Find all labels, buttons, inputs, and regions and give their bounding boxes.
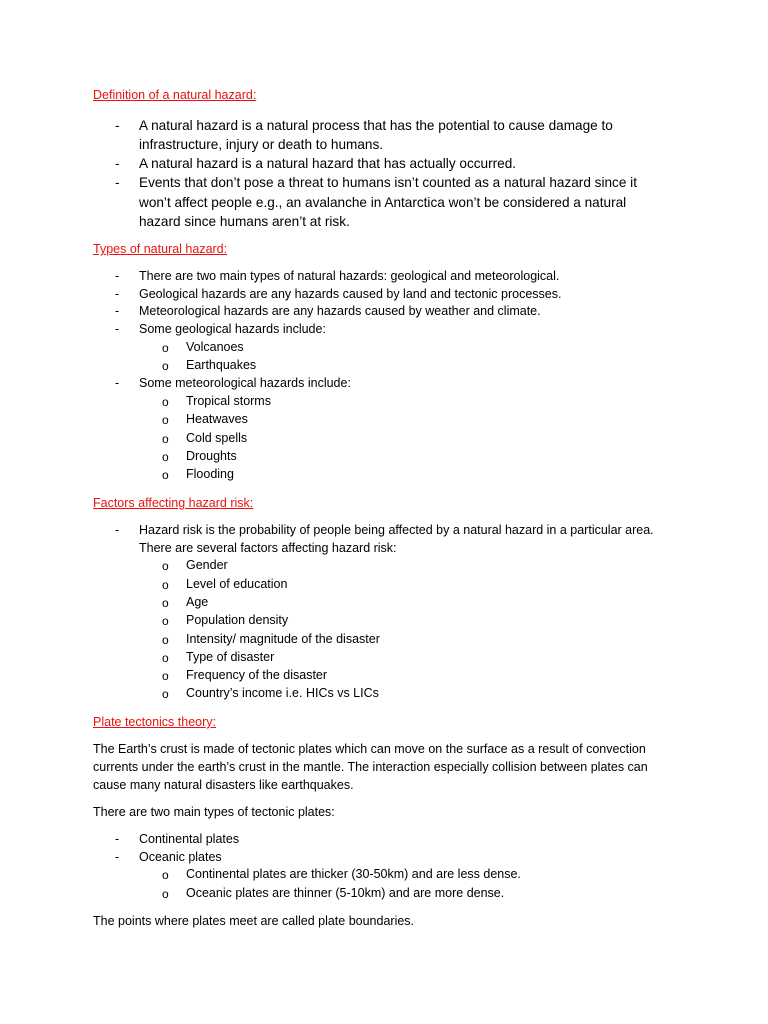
dash-marker: - — [115, 156, 120, 171]
plates-paragraph-line: The Earth’s crust is made of tectonic plates which can move on the surface as a result of convection — [93, 742, 646, 756]
circle-marker: o — [162, 559, 169, 573]
meteorological-example: Cold spells — [186, 431, 248, 445]
circle-marker: o — [162, 669, 169, 683]
dash-marker: - — [115, 376, 120, 390]
types-bullet: Some geological hazards include: — [139, 322, 326, 336]
types-bullet: Meteorological hazards are any hazards caused by weather and climate. — [139, 304, 541, 318]
circle-marker: o — [162, 413, 169, 427]
meteorological-example: Tropical storms — [186, 394, 271, 408]
factor-item: Gender — [186, 558, 228, 572]
plate-detail: Continental plates are thicker (30-50km) and are less dense. — [186, 867, 521, 881]
factor-item: Type of disaster — [186, 650, 275, 664]
dash-marker: - — [115, 287, 120, 301]
definition-line: Events that don’t pose a threat to humans isn’t counted as a natural hazard since it — [139, 175, 637, 190]
geological-example: Earthquakes — [186, 358, 257, 372]
circle-marker: o — [162, 468, 169, 482]
factor-item: Frequency of the disaster — [186, 668, 328, 682]
circle-marker: o — [162, 341, 169, 355]
dash-marker: - — [115, 322, 120, 336]
circle-marker: o — [162, 868, 169, 882]
dash-marker: - — [115, 523, 120, 537]
factor-item: Intensity/ magnitude of the disaster — [186, 632, 380, 646]
plates-types-intro: There are two main types of tectonic plates: — [93, 805, 335, 819]
circle-marker: o — [162, 450, 169, 464]
factor-item: Level of education — [186, 577, 288, 591]
circle-marker: o — [162, 614, 169, 628]
circle-marker: o — [162, 651, 169, 665]
types-bullet: Geological hazards are any hazards caused by land and tectonic processes. — [139, 287, 562, 301]
factor-item: Population density — [186, 613, 289, 627]
circle-marker: o — [162, 633, 169, 647]
factors-intro-line: There are several factors affecting hazard risk: — [139, 541, 397, 555]
meteorological-example: Droughts — [186, 449, 237, 463]
dash-marker: - — [115, 304, 120, 318]
circle-marker: o — [162, 395, 169, 409]
circle-marker: o — [162, 578, 169, 592]
heading-definition: Definition of a natural hazard: — [93, 88, 257, 102]
circle-marker: o — [162, 687, 169, 701]
dash-marker: - — [115, 269, 120, 283]
meteorological-example: Flooding — [186, 467, 234, 481]
plates-closing: The points where plates meet are called plate boundaries. — [93, 914, 415, 928]
dash-marker: - — [115, 832, 120, 846]
plates-paragraph-line: cause many natural disasters like earthquakes. — [93, 778, 354, 792]
dash-marker: - — [115, 850, 120, 864]
plate-detail: Oceanic plates are thinner (5-10km) and are more dense. — [186, 886, 505, 900]
meteorological-example: Heatwaves — [186, 412, 248, 426]
plate-type: Continental plates — [139, 832, 240, 846]
heading-plates: Plate tectonics theory: — [93, 715, 216, 729]
geological-example: Volcanoes — [186, 340, 244, 354]
circle-marker: o — [162, 359, 169, 373]
definition-line: A natural hazard is a natural process that has the potential to cause damage to — [139, 118, 613, 133]
factor-item: Country’s income i.e. HICs vs LICs — [186, 686, 379, 700]
circle-marker: o — [162, 596, 169, 610]
definition-line: hazard since humans aren’t at risk. — [139, 214, 350, 229]
types-bullet: Some meteorological hazards include: — [139, 376, 351, 390]
circle-marker: o — [162, 887, 169, 901]
dash-marker: - — [115, 118, 120, 133]
factor-item: Age — [186, 595, 209, 609]
plates-paragraph-line: currents under the earth’s crust in the mantle. The interaction especially collision between plates can — [93, 760, 648, 774]
types-bullet: There are two main types of natural hazards: geological and meteorological. — [139, 269, 560, 283]
definition-line: infrastructure, injury or death to humans. — [139, 137, 384, 152]
factors-intro-line: Hazard risk is the probability of people being affected by a natural hazard in a particular area. — [139, 523, 654, 537]
heading-factors: Factors affecting hazard risk: — [93, 496, 254, 510]
heading-types: Types of natural hazard: — [93, 242, 228, 256]
definition-line: won’t affect people e.g., an avalanche in Antarctica won’t be considered a natural — [139, 195, 627, 210]
definition-line: A natural hazard is a natural hazard that has actually occurred. — [139, 156, 517, 171]
circle-marker: o — [162, 432, 169, 446]
plate-type: Oceanic plates — [139, 850, 222, 864]
dash-marker: - — [115, 175, 120, 190]
